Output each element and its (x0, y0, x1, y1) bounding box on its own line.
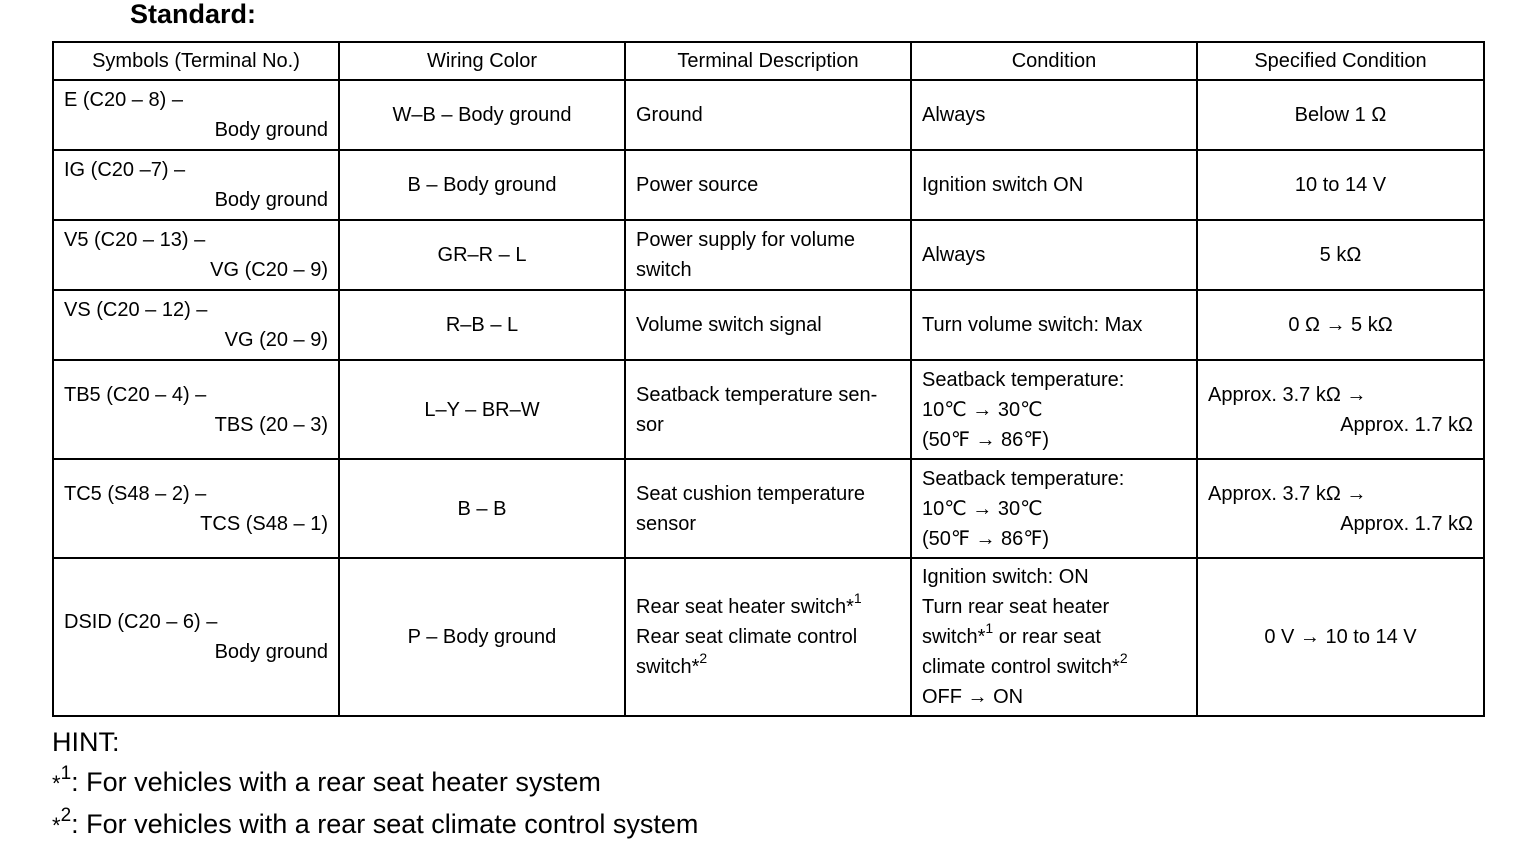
symbol-line: TC5 (S48 – 2) – (64, 482, 207, 505)
header-symbols: Symbols (Terminal No.) (53, 42, 339, 80)
description-cell: Ground (625, 80, 911, 150)
specified-cell: 10 to 14 V (1197, 150, 1484, 220)
symbol-line: IG (C20 –7) – (64, 159, 186, 181)
description-cell: Power source (625, 150, 911, 220)
symbol-cell (53, 80, 339, 150)
header-specified-condition: Specified Condition (1197, 42, 1484, 80)
specified-cell: 0 V → 10 to 14 V (1197, 558, 1484, 716)
condition-line: Seatback temperature: (922, 467, 1125, 490)
wiring-cell: L–Y – BR–W (339, 360, 625, 459)
header-wiring-color: Wiring Color (339, 42, 625, 80)
wiring-cell: GR–R – L (339, 220, 625, 290)
description-line: Rear seat heater switch*$^1$ (636, 590, 862, 618)
description-cell (625, 558, 911, 716)
symbol-cell (53, 459, 339, 558)
description-line: sensor (636, 512, 697, 535)
specified-line: Approx. 1.7 kΩ (1340, 413, 1473, 436)
condition-cell (911, 459, 1197, 558)
symbol-line: VS (C20 – 12) – (64, 299, 208, 321)
description-line: switch (636, 259, 692, 281)
condition-line: Seatback temperature: (922, 368, 1125, 391)
condition-line: climate control switch*$^2$ (922, 650, 1128, 678)
specified-cell: 0 Ω → 5 kΩ (1197, 290, 1484, 360)
specified-cell: Below 1 Ω (1197, 80, 1484, 150)
description-cell (625, 220, 911, 290)
wiring-cell: P – Body ground (339, 558, 625, 716)
specified-cell (1197, 459, 1484, 558)
table-row (53, 290, 1484, 360)
symbol-line: VG (C20 – 9) (210, 259, 328, 281)
specified-cell (1197, 360, 1484, 459)
condition-cell: Turn volume switch: Max (911, 290, 1197, 360)
specified-line: Approx. 3.7 kΩ → (1208, 482, 1367, 505)
symbol-line: DSID (C20 – 6) – (64, 611, 218, 633)
section-heading: Standard: (130, 0, 257, 29)
hint-label: HINT: (52, 727, 120, 757)
wiring-cell: B – B (339, 459, 625, 558)
condition-line: 10℃ → 30℃ (922, 398, 1043, 421)
terminal-spec-table (52, 41, 1485, 717)
description-cell (625, 360, 911, 459)
description-line: Seatback temperature sen- (636, 383, 878, 406)
description-line: switch*$^2$ (636, 650, 708, 678)
symbol-cell (53, 360, 339, 459)
condition-line: Ignition switch: ON (922, 566, 1089, 588)
description-line: Rear seat climate control (636, 626, 858, 648)
header-terminal-description: Terminal Description (625, 42, 911, 80)
symbol-line: Body ground (214, 119, 328, 141)
description-cell (625, 459, 911, 558)
hint-note: *$^2$: For vehicles with a rear seat climate control system (52, 805, 699, 839)
wiring-cell: R–B – L (339, 290, 625, 360)
condition-cell: Ignition switch ON (911, 150, 1197, 220)
table-row (53, 558, 1484, 716)
table-row (53, 360, 1484, 459)
symbol-line: V5 (C20 – 13) – (64, 229, 206, 251)
condition-line: 10℃ → 30℃ (922, 497, 1043, 520)
table-row (53, 220, 1484, 290)
symbol-line: Body ground (214, 189, 328, 211)
condition-line: (50℉ → 86℉) (922, 527, 1049, 550)
table-header-row (53, 42, 1484, 80)
symbol-cell (53, 290, 339, 360)
symbol-line: E (C20 – 8) – (64, 89, 183, 111)
symbol-cell (53, 150, 339, 220)
specified-line: Approx. 3.7 kΩ → (1208, 383, 1367, 406)
description-line: Power supply for volume (636, 229, 855, 251)
symbol-line: TB5 (C20 – 4) – (64, 383, 207, 406)
condition-cell (911, 558, 1197, 716)
symbol-line: Body ground (214, 641, 328, 663)
condition-line: Turn rear seat heater (922, 596, 1110, 618)
description-cell: Volume switch signal (625, 290, 911, 360)
table-row (53, 80, 1484, 150)
condition-line: OFF → ON (922, 686, 1024, 708)
wiring-cell: B – Body ground (339, 150, 625, 220)
table-row (53, 459, 1484, 558)
wiring-cell: W–B – Body ground (339, 80, 625, 150)
condition-line: switch*$^1$ or rear seat (922, 620, 1101, 648)
specified-line: Approx. 1.7 kΩ (1340, 512, 1473, 535)
symbol-line: TCS (S48 – 1) (200, 512, 328, 535)
description-line: Seat cushion temperature (636, 482, 866, 505)
condition-cell (911, 360, 1197, 459)
hint-block (52, 722, 698, 846)
symbol-line: VG (20 – 9) (224, 329, 328, 351)
header-condition: Condition (911, 42, 1197, 80)
condition-cell: Always (911, 80, 1197, 150)
symbol-cell (53, 220, 339, 290)
condition-cell: Always (911, 220, 1197, 290)
hint-note: *$^1$: For vehicles with a rear seat heater system (52, 763, 601, 797)
symbol-cell (53, 558, 339, 716)
description-line: sor (636, 413, 664, 436)
condition-line: (50℉ → 86℉) (922, 428, 1049, 451)
symbol-line: TBS (20 – 3) (214, 413, 328, 436)
table-row (53, 150, 1484, 220)
specified-cell: 5 kΩ (1197, 220, 1484, 290)
